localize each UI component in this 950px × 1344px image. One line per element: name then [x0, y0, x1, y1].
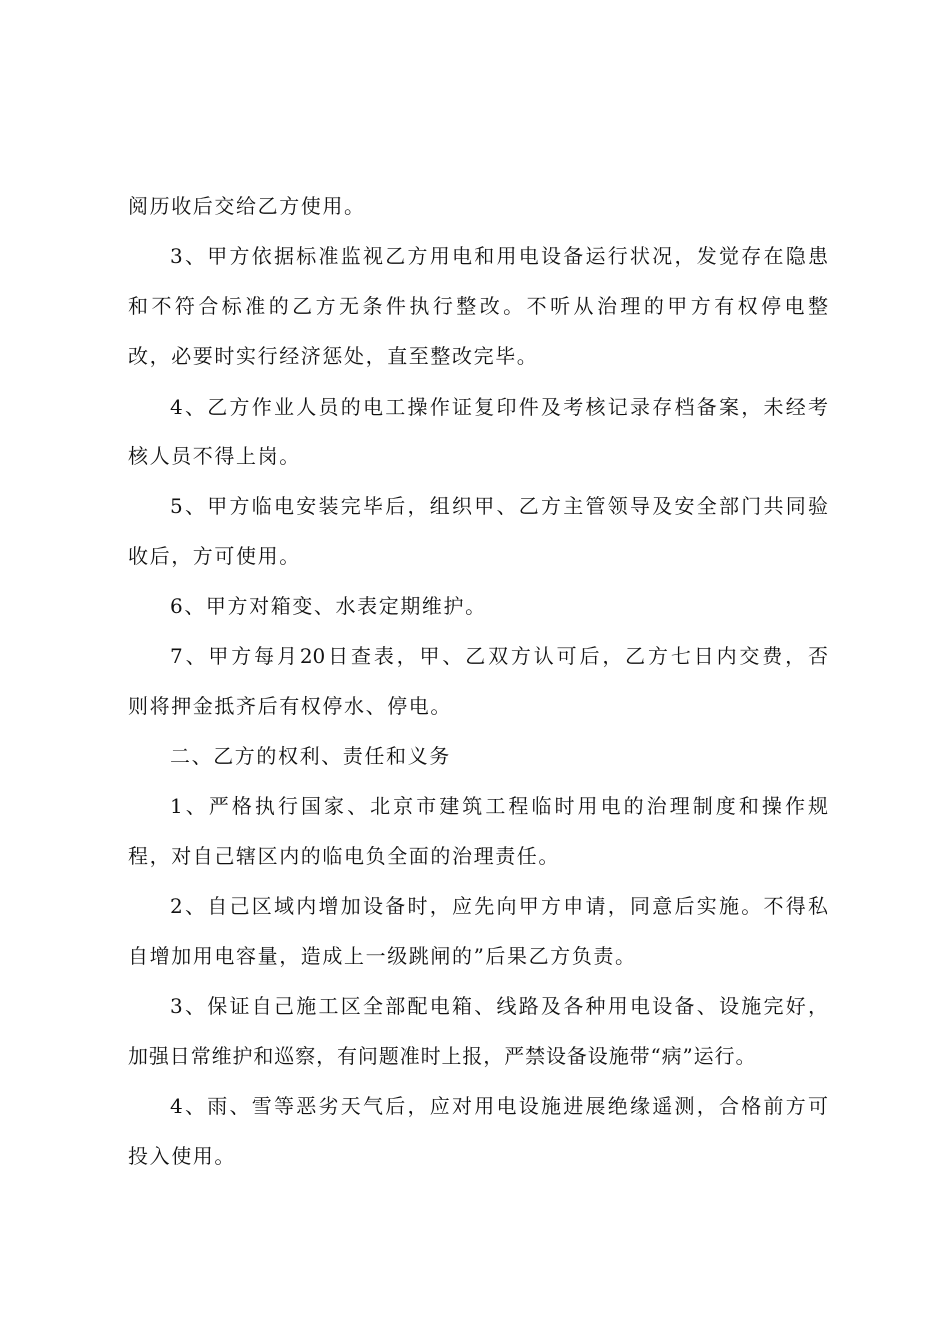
text-line: 2、自己区域内增加设备时，应先向甲方申请，同意后实施。不得私	[170, 894, 828, 918]
text-line: 投入使用。	[128, 1144, 236, 1168]
text-line: 7、甲方每月20日查表，甲、乙双方认可后，乙方七日内交费，否	[170, 644, 828, 668]
text-line: 阅历收后交给乙方使用。	[128, 194, 366, 218]
text-line: 5、甲方临电安装完毕后，组织甲、乙方主管领导及安全部门共同验	[170, 494, 828, 518]
text-line: 1、严格执行国家、北京市建筑工程临时用电的治理制度和操作规	[170, 794, 828, 818]
text-line: 自增加用电容量，造成上一级跳闸的”后果乙方负责。	[128, 944, 637, 968]
text-line: 4、乙方作业人员的电工操作证复印件及考核记录存档备案，未经考	[170, 395, 828, 419]
text-line: 3、保证自己施工区全部配电箱、线路及各种用电设备、设施完好，	[170, 994, 828, 1018]
text-line: 6、甲方对箱变、水表定期维护。	[170, 594, 487, 618]
text-line: 改，必要时实行经济惩处，直至整改完毕。	[128, 344, 539, 368]
text-line: 程，对自己辖区内的临电负全面的治理责任。	[128, 844, 560, 868]
text-line: 则将押金抵齐后有权停水、停电。	[128, 694, 452, 718]
text-line: 核人员不得上岗。	[128, 444, 301, 468]
text-line: 4、雨、雪等恶劣天气后，应对用电设施进展绝缘遥测，合格前方可	[170, 1094, 828, 1118]
text-line: 3、甲方依据标准监视乙方用电和用电设备运行状况，发觉存在隐患	[170, 244, 828, 268]
text-line: 加强日常维护和巡察，有问题准时上报，严禁设备设施带“病”运行。	[128, 1044, 757, 1068]
text-line: 和不符合标准的乙方无条件执行整改。不听从治理的甲方有权停电整	[128, 294, 828, 318]
text-line: 收后，方可使用。	[128, 544, 301, 568]
section-heading: 二、乙方的权利、责任和义务	[170, 744, 451, 768]
